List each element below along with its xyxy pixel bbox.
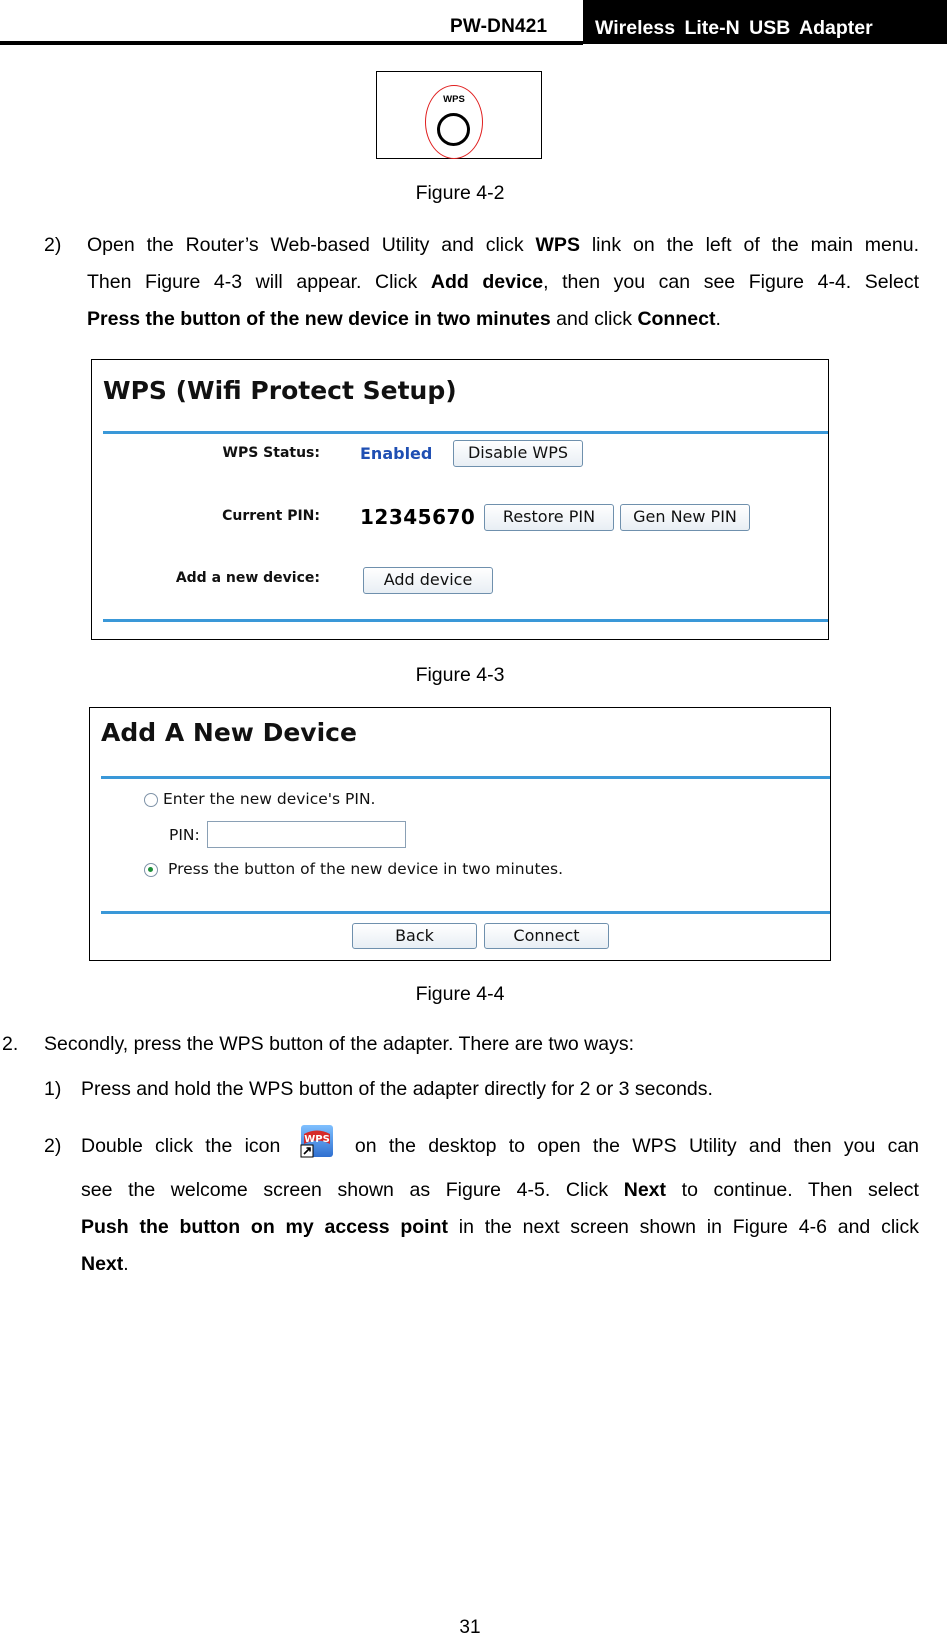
substep-text-line-4 (81, 1246, 919, 1282)
step-text-line-2 (87, 264, 919, 300)
current-pin-label: Current PIN: (222, 508, 320, 524)
add-device-title: Add A New Device (101, 718, 357, 747)
text-run: see the welcome screen shown as Figure 4-5. Click (81, 1179, 624, 1201)
enter-pin-option-label: Enter the new device's PIN. (163, 790, 376, 808)
press-button-radio[interactable] (144, 863, 158, 877)
figure-4-4-add-device-screenshot (89, 707, 831, 961)
text-run: link on the left of the main menu. (579, 234, 919, 256)
text-run: . (715, 308, 721, 330)
header-model: PW-DN421 (450, 16, 548, 37)
figure-4-2-image (376, 71, 542, 159)
step-text-line-1 (87, 227, 919, 263)
page-number: 31 (459, 1617, 481, 1638)
text-run: Double click the icon (81, 1135, 281, 1157)
step-number: 2. (2, 1033, 19, 1055)
text-run: Then Figure 4-3 will appear. Click (87, 271, 431, 293)
wps-utility-icon-graphic (299, 1123, 335, 1159)
connect-button[interactable]: Connect (484, 923, 609, 949)
header-rule (0, 41, 583, 45)
text-run: to continue. Then select (666, 1179, 919, 1201)
bold-run: Next (623, 1179, 667, 1201)
add-device-button[interactable]: Add device (363, 567, 493, 594)
figure-4-3-caption: Figure 4-3 (415, 664, 505, 686)
text-run: . (123, 1253, 129, 1275)
current-pin-value: 12345670 (360, 505, 476, 529)
add-device-label: Add a new device: (175, 570, 320, 586)
text-run: on the desktop to open the WPS Utility and then you can (354, 1135, 920, 1157)
bold-run: Add device (430, 271, 544, 293)
bold-run: Push the button on my access point (81, 1216, 448, 1238)
title-rule (101, 776, 830, 779)
step-text-line-3 (87, 301, 919, 337)
bold-run: WPS (535, 234, 580, 256)
bottom-rule (101, 911, 830, 914)
wps-setup-title: WPS (Wifi Protect Setup) (103, 376, 457, 405)
disable-wps-button[interactable]: Disable WPS (453, 440, 583, 467)
figure-4-3-wps-setup-screenshot (91, 359, 829, 640)
restore-pin-button[interactable]: Restore PIN (484, 504, 614, 531)
step-number: 2) (44, 234, 62, 256)
text-run: , then you can see Figure 4-4. Select (543, 271, 919, 293)
gen-new-pin-button[interactable]: Gen New PIN (620, 504, 750, 531)
pin-field-label: PIN: (169, 826, 200, 844)
substep-text-line-1 (81, 1128, 919, 1165)
substep-text-line-3 (81, 1209, 919, 1245)
substep-number: 2) (44, 1135, 62, 1157)
substep-number: 1) (44, 1078, 62, 1100)
pin-input[interactable] (207, 821, 406, 848)
title-rule (103, 431, 828, 434)
wps-utility-shortcut-icon (299, 1123, 335, 1159)
wps-status-label: WPS Status: (222, 445, 320, 461)
figure-4-2-caption: Figure 4-2 (415, 182, 505, 204)
text-run: and click (550, 308, 638, 330)
wps-highlight-ring (425, 85, 483, 159)
text-run: Open the Router’s Web-based Utility and click (87, 234, 536, 256)
bottom-rule (103, 619, 828, 622)
press-button-option-label: Press the button of the new device in two minutes. (168, 860, 564, 878)
wps-status-value: Enabled (360, 444, 433, 463)
wps-button-icon (437, 113, 470, 146)
step-text: Secondly, press the WPS button of the adapter. There are two ways: (44, 1033, 635, 1055)
back-button[interactable]: Back (352, 923, 477, 949)
bold-run: Connect (637, 308, 716, 330)
bold-run: Next (81, 1253, 124, 1275)
substep-text-line-2 (81, 1172, 919, 1208)
wps-icon-label: WPS (303, 1133, 330, 1145)
wps-button-label: WPS (443, 94, 465, 105)
figure-4-4-caption: Figure 4-4 (415, 983, 505, 1005)
text-run: in the next screen shown in Figure 4-6 and click (448, 1216, 919, 1238)
substep-text: Press and hold the WPS button of the adapter directly for 2 or 3 seconds. (81, 1078, 713, 1100)
enter-pin-radio[interactable] (144, 793, 158, 807)
bold-run: Press the button of the new device in two minutes (87, 308, 551, 330)
header-title: Wireless Lite-N USB Adapter (583, 0, 947, 44)
